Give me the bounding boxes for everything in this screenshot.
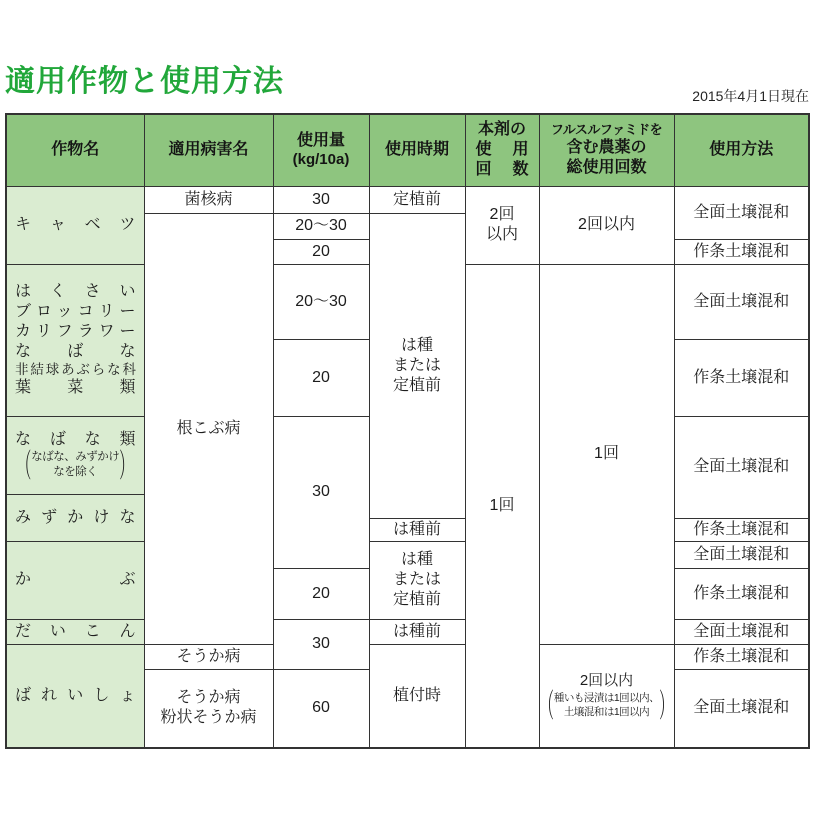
paren-open-glyph: （ xyxy=(539,686,554,724)
table-row xyxy=(6,644,809,669)
crop-cell-nabana-group xyxy=(6,416,144,494)
count-header-line3: 回数 xyxy=(475,161,529,179)
crop-line: みずかけな xyxy=(15,508,136,526)
paren-line: 種いも浸漬は1回以内、 xyxy=(553,691,660,704)
paren-close-glyph: ） xyxy=(659,686,674,724)
amount-cell-5: 20 xyxy=(273,339,369,416)
paren-open-glyph: （ xyxy=(17,446,32,484)
method-cell-9: 全面土壌混和 xyxy=(674,619,809,644)
total-header-line3: 総使用回数 xyxy=(566,159,647,177)
method-cell-11: 全面土壌混和 xyxy=(674,669,809,748)
paren-line: 土壌混和は1回以内 xyxy=(563,706,650,719)
paren-text xyxy=(31,450,119,480)
crop-line: なばな xyxy=(15,342,136,360)
usage-table xyxy=(5,113,810,749)
timing-cell-1: 定植前 xyxy=(369,186,465,213)
paren-line: なばな、みずかけ xyxy=(31,451,120,464)
timing-line: 定植前 xyxy=(392,376,441,394)
total-header-line2: 含む農薬の xyxy=(566,139,647,157)
amount-header-line2: (kg/10a) xyxy=(292,150,350,168)
amount-cell-9: 60 xyxy=(273,669,369,748)
crop-line: キャベツ xyxy=(15,216,136,233)
crop-line: なばな類 xyxy=(15,431,136,449)
col-header-disease: 適用病害名 xyxy=(144,114,273,186)
method-cell-7: 全面土壌混和 xyxy=(674,541,809,568)
crop-cell-mizukakena xyxy=(6,494,144,541)
crop-line: ばれいしょ xyxy=(15,686,136,704)
amount-cell-7: 20 xyxy=(273,568,369,619)
crop-cell-cabbage xyxy=(6,186,144,264)
col-header-count xyxy=(465,114,539,186)
crop-paren-note xyxy=(7,446,144,484)
table-row xyxy=(6,186,809,213)
amount-cell-1: 30 xyxy=(273,186,369,213)
crop-line: 非結球あぶらな科 xyxy=(15,361,136,377)
crop-line: ブロッコリー xyxy=(15,302,136,320)
timing-cell-6: 植付時 xyxy=(369,644,465,748)
total-cell-1: 2回以内 xyxy=(539,186,674,264)
method-cell-8: 作条土壌混和 xyxy=(674,568,809,619)
crop-line: かぶ xyxy=(15,571,136,588)
amount-cell-4: 20～30 xyxy=(273,264,369,339)
crop-line: カリフラワー xyxy=(15,322,136,340)
timing-line: または xyxy=(392,571,441,588)
paren-line: なを除く xyxy=(53,466,98,478)
timing-cell-4 xyxy=(369,541,465,619)
disease-cell-scab-powdery xyxy=(144,669,273,748)
disease-cell-clubroot: 根こぶ病 xyxy=(144,213,273,644)
timing-cell-2 xyxy=(369,213,465,518)
count-cell-2 xyxy=(465,264,539,748)
crop-line: 葉菜類 xyxy=(15,379,136,397)
method-cell-10: 作条土壌混和 xyxy=(674,644,809,669)
timing-line: 定植前 xyxy=(392,591,441,608)
paren-close-glyph: ） xyxy=(119,446,134,484)
method-cell-1: 全面土壌混和 xyxy=(674,186,809,239)
crop-cell-potato xyxy=(6,644,144,748)
table-row xyxy=(6,619,809,644)
total-paren-note xyxy=(539,686,674,724)
method-cell-2: 作条土壌混和 xyxy=(674,239,809,264)
method-cell-6: 作条土壌混和 xyxy=(674,518,809,541)
method-cell-5: 全面土壌混和 xyxy=(674,416,809,518)
method-cell-4: 作条土壌混和 xyxy=(674,339,809,416)
table-row xyxy=(6,541,809,568)
total-cell-3 xyxy=(539,644,674,748)
disease-line: そうか病 xyxy=(176,689,241,707)
crop-cell-hakusai-group xyxy=(6,264,144,416)
timing-cell-5: は種前 xyxy=(369,619,465,644)
amount-cell-6: 30 xyxy=(273,416,369,568)
amount-cell-2: 20～30 xyxy=(273,213,369,239)
amount-cell-3: 20 xyxy=(273,239,369,264)
count-line: 1回 xyxy=(489,496,515,514)
total-header-line1: フルスルファミドを xyxy=(550,122,663,138)
timing-cell-3: は種前 xyxy=(369,518,465,541)
col-header-total xyxy=(539,114,674,186)
amount-header-line1: 使用量 xyxy=(296,131,345,149)
amount-cell-8: 30 xyxy=(273,619,369,669)
disease-line: 粉状そうか病 xyxy=(160,709,257,727)
count-header-line1: 本剤の xyxy=(477,121,526,139)
method-cell-3: 全面土壌混和 xyxy=(674,264,809,339)
paren-text xyxy=(554,691,659,719)
total-cell-2: 1回 xyxy=(539,264,674,644)
crop-line: だいこん xyxy=(15,622,136,640)
disease-cell-scab: そうか病 xyxy=(144,644,273,669)
col-header-timing: 使用時期 xyxy=(369,114,465,186)
count-header-line2: 使用 xyxy=(475,141,529,159)
count-cell-1 xyxy=(465,186,539,264)
disease-cell-sclerotinia: 菌核病 xyxy=(144,186,273,213)
date-note: 2015年4月1日現在 xyxy=(692,88,809,104)
timing-line: は種 xyxy=(400,336,433,354)
timing-line: または xyxy=(392,356,441,374)
count-line: 2回 xyxy=(489,206,515,223)
header-row xyxy=(6,114,809,186)
col-header-method: 使用方法 xyxy=(674,114,809,186)
timing-line: は種 xyxy=(400,551,433,568)
col-header-crop: 作物名 xyxy=(6,114,144,186)
page-title: 適用作物と使用方法 xyxy=(5,65,284,98)
crop-line: はくさい xyxy=(15,282,136,300)
count-line: 以内 xyxy=(485,226,518,243)
crop-cell-daikon xyxy=(6,619,144,644)
col-header-amount xyxy=(273,114,369,186)
total-main-line: 2回以内 xyxy=(579,672,634,690)
crop-cell-kabu xyxy=(6,541,144,619)
